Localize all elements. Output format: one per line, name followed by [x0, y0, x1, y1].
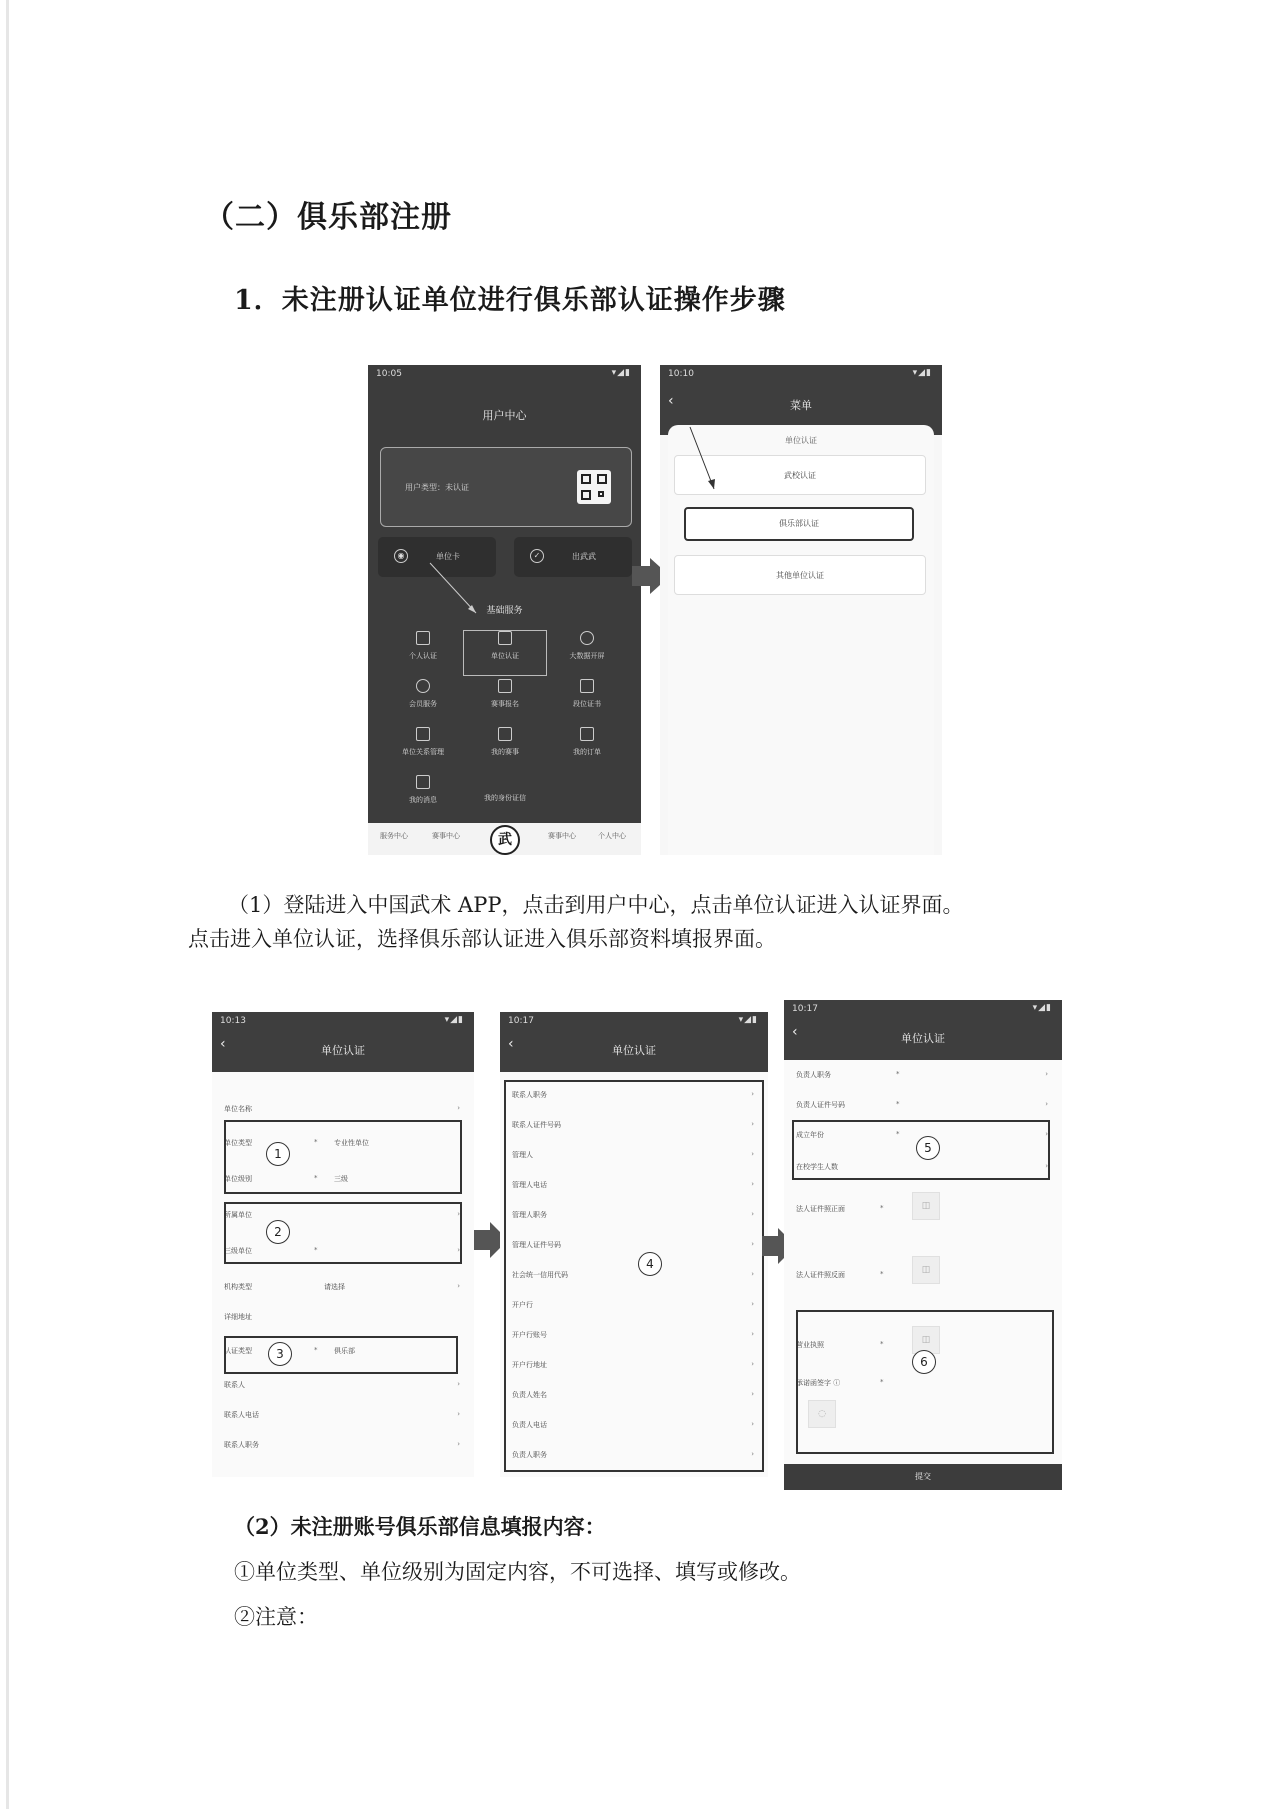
signal-icon: ▾◢▮: [738, 1015, 758, 1025]
row-label: 管理人证件号码: [512, 1241, 561, 1249]
row-label: 管理人电话: [512, 1181, 547, 1189]
form-row[interactable]: [512, 1240, 754, 1250]
row-label: 成立年份: [796, 1131, 824, 1139]
service-label: 我的身份证信: [484, 794, 526, 802]
chevron-right-icon: ›: [1045, 1100, 1048, 1108]
screenshot-form-2: [500, 1012, 768, 1477]
service-label: 单位关系管理: [402, 748, 444, 756]
screen-title: 单位认证: [612, 1044, 656, 1057]
screen-title: 单位认证: [321, 1044, 365, 1057]
screen-title: 用户中心: [482, 409, 527, 422]
form-row[interactable]: [796, 1100, 1048, 1110]
marker-4: 4: [638, 1252, 662, 1276]
row-label: 法人证件照反面: [796, 1271, 845, 1279]
service-label: 会员服务: [409, 700, 437, 708]
back-icon[interactable]: ‹: [220, 1036, 226, 1052]
subsection-title: 1．未注册认证单位进行俱乐部认证操作步骤: [234, 285, 786, 316]
chevron-right-icon: ›: [751, 1270, 754, 1278]
paragraph-1: [188, 888, 1098, 956]
required-mark: *: [896, 1070, 900, 1078]
signal-icon: ▾◢▮: [912, 368, 932, 378]
form-row[interactable]: [512, 1420, 754, 1430]
status-time: 10:17: [792, 1004, 818, 1014]
chevron-right-icon: ›: [751, 1180, 754, 1188]
form-row[interactable]: [224, 1282, 460, 1292]
service-label: 我的赛事: [491, 748, 519, 756]
status-bar: [500, 1012, 768, 1030]
form-row[interactable]: [512, 1390, 754, 1400]
row-value: 俱乐部: [334, 1347, 355, 1355]
form-row[interactable]: [512, 1150, 754, 1160]
row-label: 开户行账号: [512, 1331, 547, 1339]
pointer-arrow: [368, 365, 641, 855]
row-label: 单位级别: [224, 1175, 252, 1183]
chevron-right-icon: ›: [751, 1210, 754, 1218]
row-label: 机构类型: [224, 1283, 252, 1291]
marker-6: 6: [912, 1350, 936, 1374]
required-mark: *: [314, 1346, 318, 1354]
status-time: 10:05: [376, 369, 402, 379]
row-label: 负责人证件号码: [796, 1101, 845, 1109]
form-row[interactable]: [512, 1330, 754, 1340]
row-label: 负责人姓名: [512, 1391, 547, 1399]
bottom-tab-bar: [368, 823, 641, 855]
required-mark: *: [880, 1270, 884, 1278]
row-value: 三级: [334, 1175, 348, 1183]
screenshot-menu: [660, 365, 942, 855]
chevron-right-icon: ›: [751, 1390, 754, 1398]
highlight-box: [796, 1310, 1054, 1454]
row-label: 开户行地址: [512, 1361, 547, 1369]
tab-events-2[interactable]: 赛事中心: [548, 832, 576, 840]
screenshot-form-3: [784, 1000, 1062, 1490]
row-value: 请选择: [324, 1283, 345, 1291]
row-label: 单位名称: [224, 1105, 252, 1113]
certified-label: 出武武: [572, 552, 596, 561]
required-mark: *: [896, 1130, 900, 1138]
help-icon[interactable]: ⓘ: [831, 1379, 841, 1387]
back-icon[interactable]: ‹: [792, 1024, 798, 1040]
row-label: 管理人: [512, 1151, 533, 1159]
required-mark: *: [880, 1204, 884, 1212]
status-time: 10:10: [668, 369, 694, 379]
chevron-right-icon: ›: [457, 1246, 460, 1254]
row-label: 开户行: [512, 1301, 533, 1309]
tab-events[interactable]: 赛事中心: [432, 832, 460, 840]
user-type-label: 用户类型：未认证: [405, 483, 469, 492]
back-icon[interactable]: ‹: [508, 1036, 514, 1052]
required-mark: *: [314, 1174, 318, 1182]
form-row[interactable]: [224, 1440, 460, 1450]
row-label: 社会统一信用代码: [512, 1271, 568, 1279]
screenshot-form-1: [212, 1012, 474, 1477]
row-label: 负责人职务: [512, 1451, 547, 1459]
chevron-right-icon: ›: [1045, 1070, 1048, 1078]
service-label: 单位认证: [491, 652, 519, 660]
highlight-box: [224, 1336, 458, 1374]
row-label: 管理人职务: [512, 1211, 547, 1219]
chevron-right-icon: ›: [457, 1440, 460, 1448]
required-mark: *: [314, 1246, 318, 1254]
row-label: 详细地址: [224, 1313, 252, 1321]
marker-5: 5: [916, 1136, 940, 1160]
screenshot-user-center: [368, 365, 641, 855]
status-time: 10:13: [220, 1016, 246, 1026]
form-row[interactable]: [224, 1410, 460, 1420]
row-label: 联系人证件号码: [512, 1121, 561, 1129]
row-label: 在校学生人数: [796, 1163, 838, 1171]
row-label: 法人证件照正面: [796, 1205, 845, 1213]
service-label: 段位证书: [573, 700, 601, 708]
page-edge: [6, 0, 9, 1809]
chevron-right-icon: ›: [751, 1120, 754, 1128]
row-value: 专业性单位: [334, 1139, 369, 1147]
marker-3: 3: [268, 1342, 292, 1366]
chevron-right-icon: ›: [751, 1330, 754, 1338]
service-label: 赛事报名: [491, 700, 519, 708]
row-label: 承诺函签字: [796, 1379, 831, 1387]
paragraph-1-line-2: 点击进入单位认证，选择俱乐部认证进入俱乐部资料填报界面。: [188, 927, 776, 951]
paragraph-3: ①单位类型、单位级别为固定内容，不可选择、填写或修改。: [234, 1560, 801, 1584]
wushu-logo-icon[interactable]: 武: [490, 825, 520, 855]
upload-icon[interactable]: ◌: [808, 1400, 836, 1428]
option-school-auth[interactable]: 武校认证: [674, 455, 926, 495]
chevron-right-icon: ›: [751, 1150, 754, 1158]
form-row[interactable]: [512, 1270, 754, 1280]
unit-card-icon: ◉: [394, 549, 408, 563]
form-row[interactable]: [224, 1104, 460, 1114]
row-label: 认证类型: [224, 1347, 252, 1355]
chevron-right-icon: ›: [457, 1104, 460, 1112]
row-label: 联系人职务: [224, 1441, 259, 1449]
row-label: 联系人: [224, 1381, 245, 1389]
service-label: 大数据开屏: [569, 652, 605, 660]
chevron-right-icon: ›: [1045, 1162, 1048, 1170]
status-bar: [212, 1012, 474, 1030]
marker-1: 1: [266, 1142, 290, 1166]
chevron-right-icon: ›: [751, 1300, 754, 1308]
required-mark: *: [896, 1100, 900, 1108]
form-row[interactable]: [512, 1450, 754, 1460]
service-label: 我的订单: [573, 748, 601, 756]
row-label: 负责人电话: [512, 1421, 547, 1429]
chevron-right-icon: ›: [751, 1420, 754, 1428]
screen-title: 菜单: [790, 399, 812, 412]
form-row[interactable]: [512, 1090, 754, 1100]
service-label: 个人认证: [409, 652, 437, 660]
form-row[interactable]: [512, 1360, 754, 1370]
camera-icon[interactable]: ◫: [912, 1192, 940, 1220]
signal-icon: ▾◢▮: [611, 368, 631, 378]
form-row[interactable]: [224, 1380, 460, 1390]
screen-title: 单位认证: [901, 1032, 945, 1045]
chevron-right-icon: ›: [1045, 1130, 1048, 1138]
chevron-right-icon: ›: [457, 1410, 460, 1418]
signal-icon: ▾◢▮: [444, 1015, 464, 1025]
service-label: 我的消息: [409, 796, 437, 804]
row-label: 单位类型: [224, 1139, 252, 1147]
paragraph-1-line-1: （1）登陆进入中国武术 APP，点击到用户中心，点击单位认证进入认证界面。: [228, 893, 964, 917]
row-label: 联系人电话: [224, 1411, 259, 1419]
paragraph-2-text: （2）未注册账号俱乐部信息填报内容：: [234, 1514, 606, 1539]
unit-card-label: 单位卡: [436, 552, 460, 561]
chevron-right-icon: ›: [751, 1360, 754, 1368]
section-label: 单位认证: [785, 436, 817, 445]
paragraph-2: [234, 1510, 606, 1544]
required-mark: *: [880, 1340, 884, 1348]
highlight-box: [224, 1120, 462, 1194]
status-bar: [784, 1000, 1062, 1018]
row-label: 营业执照: [796, 1341, 824, 1349]
form-row[interactable]: [796, 1070, 1048, 1080]
signal-icon: ▾◢▮: [1032, 1003, 1052, 1013]
paragraph-4: ②注意：: [234, 1605, 318, 1629]
row-label: 所属单位: [224, 1211, 252, 1219]
form-row[interactable]: [224, 1312, 460, 1322]
row-label: 三级单位: [224, 1247, 252, 1255]
pointer-arrow: [660, 365, 942, 855]
option-other-auth[interactable]: 其他单位认证: [674, 555, 926, 595]
required-mark: *: [314, 1138, 318, 1146]
services-title: 基础服务: [486, 606, 523, 616]
camera-icon[interactable]: ◫: [912, 1326, 940, 1354]
chevron-right-icon: ›: [457, 1380, 460, 1388]
form-row[interactable]: [512, 1120, 754, 1130]
back-icon[interactable]: ‹: [668, 393, 674, 409]
form-row[interactable]: [512, 1180, 754, 1190]
row-label: 联系人职务: [512, 1091, 547, 1099]
chevron-right-icon: ›: [457, 1210, 460, 1218]
status-time: 10:17: [508, 1016, 534, 1026]
chevron-right-icon: ›: [751, 1450, 754, 1458]
chevron-right-icon: ›: [751, 1090, 754, 1098]
required-mark: *: [880, 1378, 884, 1386]
form-row[interactable]: [512, 1210, 754, 1220]
form-row[interactable]: [512, 1300, 754, 1310]
tab-personal[interactable]: 个人中心: [598, 832, 626, 840]
submit-button[interactable]: 提交: [784, 1464, 1062, 1490]
highlight-box: [224, 1202, 462, 1264]
marker-2: 2: [266, 1220, 290, 1244]
check-icon: ✓: [530, 549, 544, 563]
section-title: （二）俱乐部注册: [204, 200, 452, 235]
row-label: 负责人职务: [796, 1071, 831, 1079]
chevron-right-icon: ›: [457, 1282, 460, 1290]
tab-service[interactable]: 服务中心: [380, 832, 408, 840]
camera-icon[interactable]: ◫: [912, 1256, 940, 1284]
option-club-auth[interactable]: 俱乐部认证: [684, 507, 914, 541]
chevron-right-icon: ›: [751, 1240, 754, 1248]
